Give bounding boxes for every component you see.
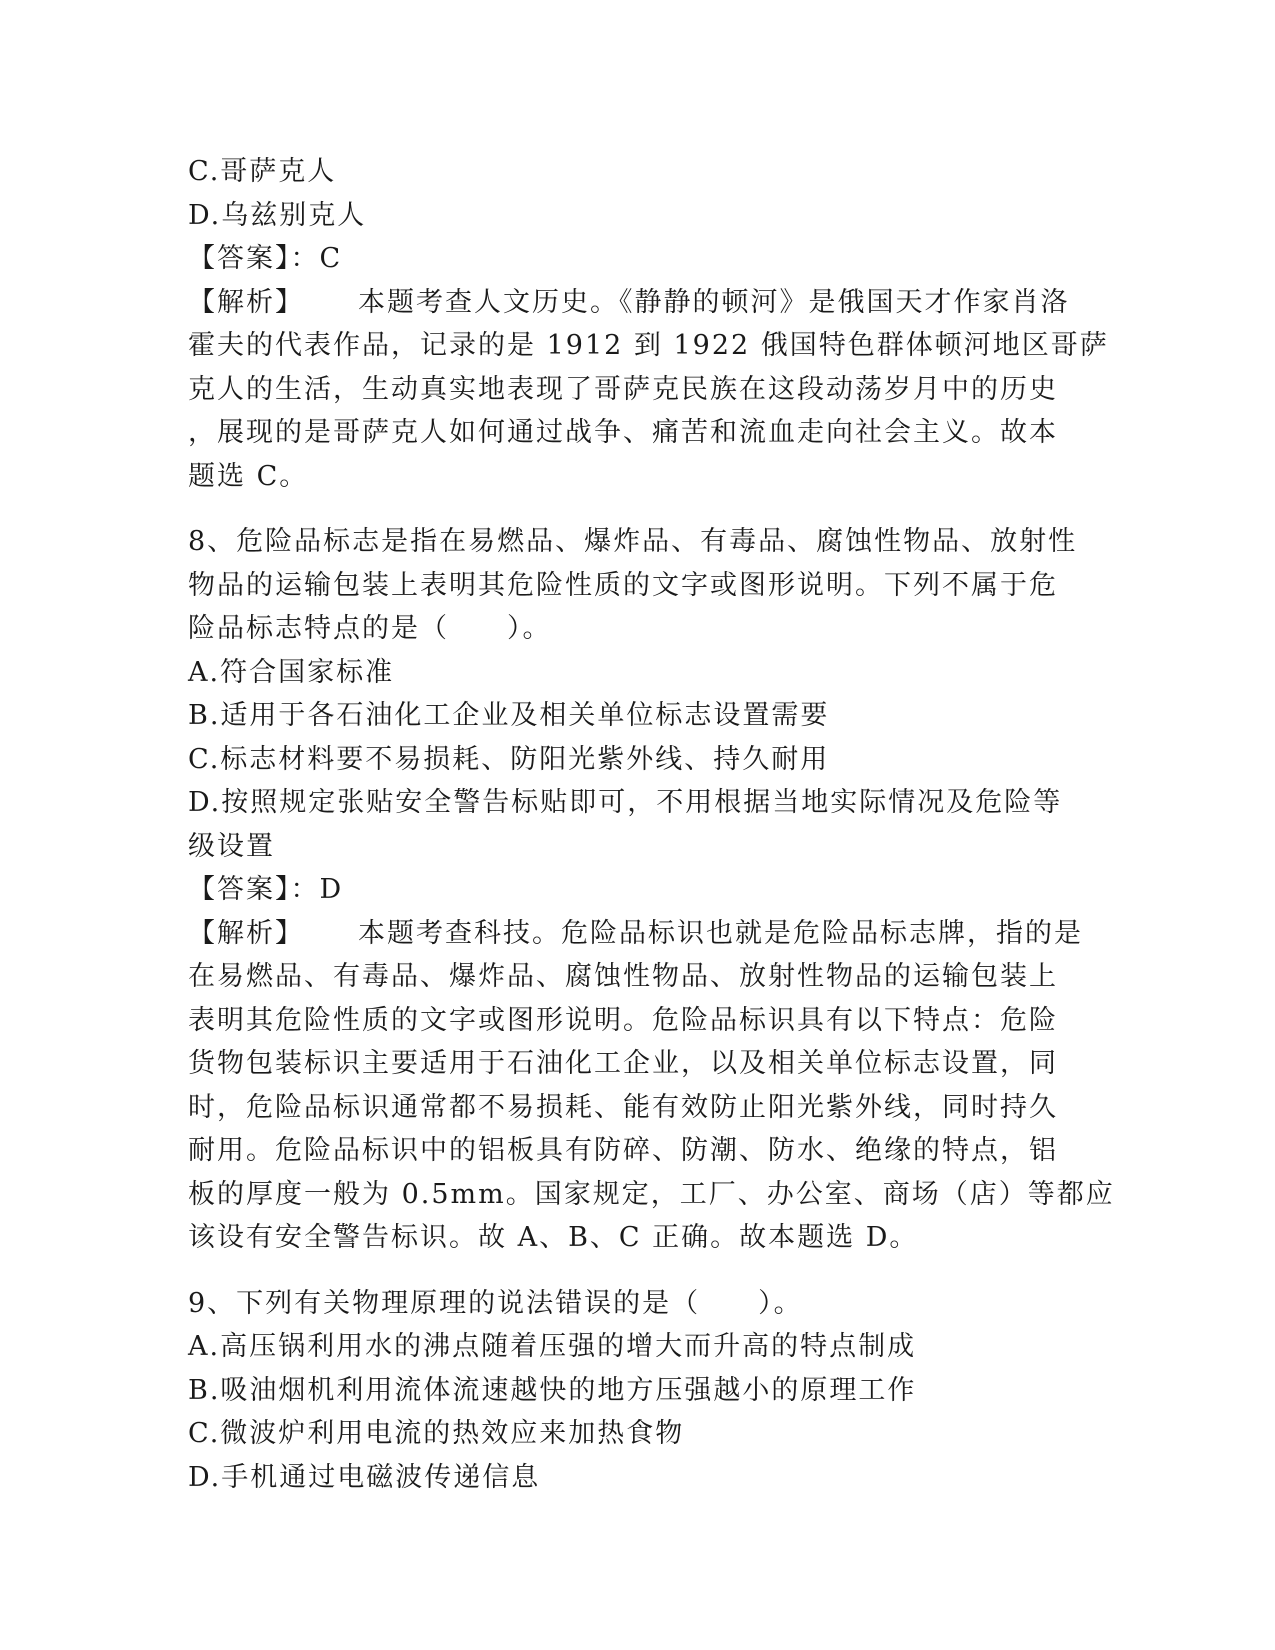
question-8 <box>188 520 1115 1260</box>
q8-analysis-line: 表明其危险性质的文字或图形说明。危险品标识具有以下特点：危险 <box>188 1004 1058 1036</box>
q8-analysis-line: 耐用。危险品标识中的铝板具有防碎、防潮、防水、绝缘的特点，铝 <box>188 1135 1058 1166</box>
q8-option-c: C.标志材料要不易损耗、防阳光紫外线、持久耐用 <box>188 743 830 775</box>
q7-analysis-line: 本题考查人文历史。《静静的顿河》是俄国天才作家肖洛 <box>358 286 1070 318</box>
q8-analysis-line: 时，危险品标识通常都不易损耗、能有效防止阳光紫外线，同时持久 <box>188 1091 1058 1123</box>
q7-option-d: D.乌兹别克人 <box>188 199 367 231</box>
q7-analysis-first-line <box>188 281 1088 325</box>
question-9 <box>188 1282 1088 1500</box>
q9-option-d: D.手机通过电磁波传递信息 <box>188 1461 541 1493</box>
q8-option-b: B.适用于各石油化工企业及相关单位标志设置需要 <box>188 700 830 731</box>
q8-analysis-line: 本题考查科技。危险品标识也就是危险品标志牌，指的是 <box>358 917 1083 949</box>
q7-analysis-line: 题选 C。 <box>188 460 309 492</box>
q9-option-b: B.吸油烟机利用流体流速越快的地方压强越小的原理工作 <box>188 1374 917 1406</box>
q8-option-d-line: 级设置 <box>188 830 275 862</box>
q8-stem-line: 物品的运输包装上表明其危险性质的文字或图形说明。下列不属于危 <box>188 569 1058 601</box>
q9-stem: 9、下列有关物理原理的说法错误的是（ ）。 <box>188 1287 803 1319</box>
q7-answer: 【答案】：C <box>188 243 343 274</box>
q7-analysis-line: 克人的生活，生动真实地表现了哥萨克民族在这段动荡岁月中的历史 <box>188 373 1058 405</box>
q8-analysis-line: 在易燃品、有毒品、爆炸品、腐蚀性物品、放射性物品的运输包装上 <box>188 961 1058 992</box>
q8-analysis-first-line <box>188 912 1088 956</box>
q8-option-d-line: D.按照规定张贴安全警告标贴即可，不用根据当地实际情况及危险等 <box>188 787 1063 818</box>
q8-answer: 【答案】：D <box>188 874 344 905</box>
q8-stem-line: 8、危险品标志是指在易燃品、爆炸品、有毒品、腐蚀性物品、放射性 <box>188 526 1078 557</box>
q8-analysis-line: 板的厚度一般为 0.5mm。国家规定，工厂、办公室、商场（店）等都应 <box>188 1178 1115 1210</box>
q9-option-c: C.微波炉利用电流的热效应来加热食物 <box>188 1418 685 1449</box>
q8-option-a: A.符合国家标准 <box>188 656 395 688</box>
q8-stem-line: 险品标志特点的是（ ）。 <box>188 613 552 644</box>
question-7 <box>188 150 1109 498</box>
q7-analysis-line: ，展现的是哥萨克人如何通过战争、痛苦和流血走向社会主义。故本 <box>188 417 1058 448</box>
exam-page <box>188 150 1115 1499</box>
q9-option-a: A.高压锅利用水的沸点随着压强的增大而升高的特点制成 <box>188 1331 917 1362</box>
q8-analysis-label: 【解析】 <box>188 917 304 949</box>
q8-analysis-line: 该设有安全警告标识。故 A、B、C 正确。故本题选 D。 <box>188 1222 919 1253</box>
q7-analysis-label: 【解析】 <box>188 286 304 318</box>
q7-analysis-line: 霍夫的代表作品，记录的是 1912 到 1922 俄国特色群体顿河地区哥萨 <box>188 330 1109 361</box>
q7-option-c: C.哥萨克人 <box>188 156 337 187</box>
q8-analysis-line: 货物包装标识主要适用于石油化工企业，以及相关单位标志设置，同 <box>188 1048 1058 1079</box>
